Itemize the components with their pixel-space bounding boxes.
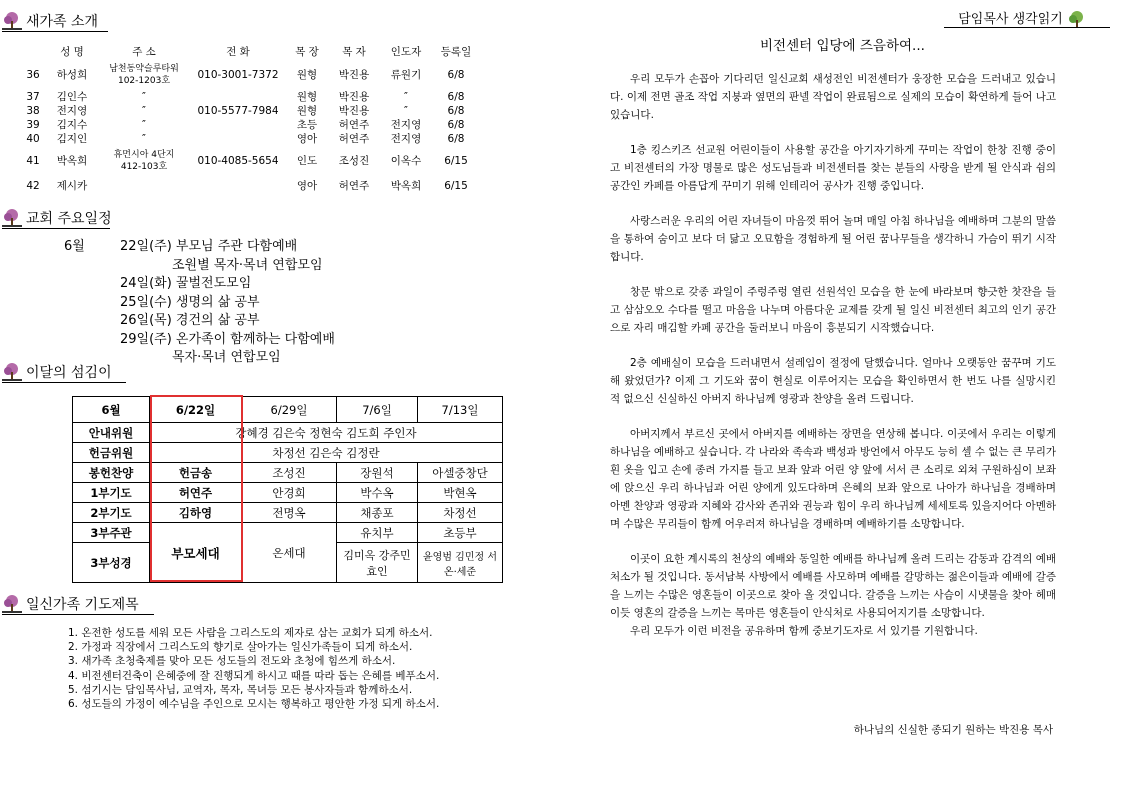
column-header-text: 담임목사 생각읽기: [958, 12, 1063, 27]
paragraph: 이곳이 요한 계시록의 천상의 예배와 동일한 예배를 하나님께 올려 드리는 감동과 감격의 예배 처소가 될 것입니다. 동서남북 사방에서 예배를 사모하며 예배를 갈망하는 젊은이들과 예배에 갈증을 느끼는 수많은 영혼들이 이곳으로 찾아 올 것입니다. 갈증을 느끼는 사슴이 시냇물을 찾아 헤매이듯 영혼의 갈증을 느끼는 목마른 영혼들이 안식처로 사용되어지기를 소망합니다.: [610, 553, 1056, 619]
row-name: 김인수: [56, 91, 88, 103]
cell: 초등부: [418, 523, 503, 543]
col-header: 7/13일: [418, 397, 503, 423]
prayer-item: 4. 비전센터건축이 은혜중에 잘 진행되게 하시고 때를 따라 돕는 은혜를 베푸소서.: [68, 669, 440, 682]
schedule-header: [2, 208, 112, 228]
prayer-item: 3. 새가족 초청축제를 맞아 모든 성도들의 전도와 초청에 힘쓰게 하소서.: [68, 655, 396, 668]
signature: 하나님의 신실한 종되기 원하는 박진용 목사: [853, 724, 1053, 736]
row-addr: ″: [142, 105, 146, 117]
row-label: 3부주관: [73, 523, 150, 543]
row-label: 봉헌찬양: [73, 463, 150, 483]
article-title: 비전센터 입당에 즈음하여...: [760, 38, 925, 54]
row-no: 42: [26, 180, 40, 192]
paragraph: 우리 모두가 손꼽아 기다리던 일신교회 새성전인 비전센터가 웅장한 모습을 드러내고 있습니다. 이제 전면 골조 작업 지붕과 옆면의 판넬 작업이 완료됨으로 실제의 모습이 확연하게 들어 나고 있습니다.: [610, 73, 1056, 121]
row-group: 원형: [296, 91, 318, 103]
row-label: 안내위원: [73, 423, 150, 443]
row-guide: ″: [404, 105, 408, 117]
tree-icon: [2, 208, 22, 228]
col-header: 6/22일: [150, 397, 242, 423]
row-phone: [190, 176, 286, 196]
divider: [2, 614, 154, 615]
row-addr: 휴먼시아 4단지 412-103호: [113, 150, 175, 172]
schedule-item: 22일(주) 부모님 주관 다함예배: [120, 239, 298, 254]
divider: [944, 27, 1110, 28]
cell: 장원석: [337, 463, 418, 483]
schedule-item: 25일(수) 생명의 삶 공부: [120, 294, 260, 310]
cell: 허연주: [150, 483, 242, 503]
col-header: 목 자: [342, 46, 366, 58]
col-header: 6월: [73, 397, 150, 423]
row-leader: 허연주: [338, 133, 370, 145]
col-header: 인도자: [390, 46, 422, 58]
table-row: [20, 146, 480, 176]
col-header: 6/29일: [242, 397, 337, 423]
col-header: 주 소: [132, 46, 156, 58]
row-no: 39: [26, 119, 40, 131]
schedule-item: 26일(목) 경건의 삶 공부: [120, 313, 260, 328]
schedule-list: [64, 238, 335, 368]
newcomers-header: [2, 11, 98, 31]
row-group: 초등: [296, 119, 318, 131]
table-row: [73, 423, 503, 443]
cell: 채종포: [337, 503, 418, 523]
row-name: 김지인: [56, 133, 88, 145]
col-header: 등록일: [440, 46, 472, 58]
cell: 김미옥 강주민 효인: [337, 543, 418, 583]
row-leader: 박진용: [338, 69, 370, 81]
table-row: [20, 90, 480, 104]
row-no: 41: [26, 155, 40, 167]
row-group: 원형: [296, 69, 318, 81]
table-row: [73, 523, 503, 543]
row-no: 38: [26, 105, 40, 117]
cell: 윤영범 김민정 서온·세준: [418, 543, 503, 583]
row-no: 40: [26, 133, 40, 145]
table-row: [20, 176, 480, 196]
row-date: 6/8: [447, 105, 465, 117]
paragraph: 아버지께서 부르신 곳에서 아버지를 예배하는 장면을 연상해 봅니다. 이곳에서 우리는 이렇게 하나님을 예배하고 싶습니다. 각 나라와 족속과 백성과 방언에서 아무도 능히 셀 수 없는 큰 무리가 흰 옷을 입고 손에 종려 가지를 들고 보좌 앞과 어린 양 앞에 서서 큰 소리로 외쳐 구원하심이 보좌에 앉으신 우리 하나님과 어린 양에게 있도다하며 은혜의 보좌 앞으로 나아가 하나님을 경배하며 아멘 찬양과 영광과 지혜와 감사와 존귀와 권능과 힘이 우리 하나님께 세세토록 있을지어다 아멘하며 수많은 무리들이 함께 어우러져 하나님을 경배하며 예배하기를 소망합니다.: [610, 428, 1056, 530]
cell: 조성진: [242, 463, 337, 483]
row-leader: 조성진: [338, 155, 370, 167]
section-title: 교회 주요일정: [26, 211, 112, 227]
merged-cell: 온세대: [242, 523, 337, 583]
service-header: [2, 362, 112, 382]
row-name: 제시카: [56, 180, 88, 192]
paragraph: 우리 모두가 이런 비전을 공유하며 함께 중보기도자로 서 있기를 기원합니다.: [630, 625, 978, 637]
article-body: [610, 70, 1056, 657]
row-group: 영아: [296, 180, 318, 192]
cell: 전명옥: [242, 503, 337, 523]
row-leader: 박진용: [338, 91, 370, 103]
row-addr: [98, 176, 190, 196]
merged-cell: 부모세대: [150, 523, 242, 583]
table-row: [73, 503, 503, 523]
row-guide: 이옥수: [390, 155, 422, 167]
cell: 안경희: [242, 483, 337, 503]
schedule-month: 6월: [64, 239, 85, 254]
row-group: 영아: [296, 133, 318, 145]
row-guide: ″: [404, 91, 408, 103]
col-header: 목 장: [295, 46, 319, 58]
divider: [2, 228, 110, 229]
row-group: 원형: [296, 105, 318, 117]
row-leader: 허연주: [338, 119, 370, 131]
row-date: 6/8: [447, 69, 465, 81]
section-title: 새가족 소개: [26, 14, 99, 30]
paragraph: 1층 킹스키즈 선교원 어린이들이 사용할 공간을 아기자기하게 꾸미는 작업이 한창 진행 중이고 비전센터의 가장 명물로 많은 성도님들과 비전센터를 찾는 분들의 사랑을 받게 될 안식과 쉼의 공간인 카페를 아름답게 꾸미기 위해 인테리어 공사가 진행 중입니다.: [610, 144, 1056, 192]
offering-names: 차정선 김은숙 김정란: [150, 443, 503, 463]
table-row: [73, 483, 503, 503]
row-guide: 류원기: [390, 69, 422, 81]
row-leader: 박진용: [338, 105, 370, 117]
cell: 박수옥: [337, 483, 418, 503]
prayer-item: 2. 가정과 직장에서 그리스도의 향기로 살아가는 일신가족들이 되게 하소서.: [68, 641, 413, 654]
row-phone: [190, 90, 286, 104]
row-name: 하성희: [56, 69, 88, 81]
row-date: 6/8: [447, 133, 465, 145]
table-row: [73, 463, 503, 483]
section-title: 이달의 섬김이: [26, 365, 112, 381]
service-table: [72, 396, 503, 583]
prayer-item: 6. 성도들의 가정이 예수님을 주인으로 모시는 행복하고 평안한 가정 되게 하소서.: [68, 698, 440, 711]
row-addr: ″: [142, 133, 146, 145]
tree-icon: [2, 11, 22, 31]
row-phone: [190, 118, 286, 132]
cell: 유치부: [337, 523, 418, 543]
divider: [2, 382, 126, 383]
row-phone: 010-5577-7984: [197, 105, 279, 117]
row-guide: 박옥희: [390, 180, 422, 192]
row-group: 인도: [296, 155, 318, 167]
row-phone: 010-3001-7372: [197, 69, 279, 81]
row-name: 박옥희: [56, 155, 88, 167]
section-title: 일신가족 기도제목: [26, 597, 139, 613]
row-addr: ″: [142, 119, 146, 131]
col-header: 성 명: [60, 46, 84, 58]
prayer-item: 1. 온전한 성도를 세워 모든 사람을 그리스도의 제자로 삼는 교회가 되게 하소서.: [68, 627, 433, 639]
table-row: [20, 104, 480, 118]
prayer-header: [2, 594, 139, 614]
schedule-item: 29일(주) 온가족이 함께하는 다함예배: [120, 331, 335, 347]
divider: [2, 31, 108, 32]
row-leader: 허연주: [338, 180, 370, 192]
row-no: 36: [26, 69, 40, 81]
table-row: [20, 132, 480, 146]
row-label: 3부성경: [73, 543, 150, 583]
cell: 박현옥: [418, 483, 503, 503]
row-date: 6/15: [444, 180, 468, 192]
row-guide: 전지영: [390, 119, 422, 131]
guide-names: 강혜경 김은숙 정현숙 김도희 주인자: [150, 423, 503, 443]
prayer-item: 5. 섬기시는 담임목사님, 교역자, 목자, 목녀등 모든 봉사자들과 함께하소서.: [68, 683, 413, 696]
tree-icon: [2, 594, 22, 614]
row-label: 1부기도: [73, 483, 150, 503]
table-row: [20, 60, 480, 90]
paragraph: 사랑스러운 우리의 어린 자녀들이 마음껏 뛰어 놀며 매일 아침 하나님을 예배하며 그분의 말씀을 통하여 숨이고 보다 더 닮고 오묘함을 경험하게 될 어린 꿈나무들을 생각하니 가슴이 뛰기 시작합니다.: [610, 215, 1056, 263]
cell: 헌금송: [150, 463, 242, 483]
cell: 김하영: [150, 503, 242, 523]
cell: 차정선: [418, 503, 503, 523]
row-phone: 010-4085-5654: [197, 155, 279, 167]
row-label: 2부기도: [73, 503, 150, 523]
row-guide: 전지영: [390, 133, 422, 145]
row-name: 김지수: [56, 119, 88, 131]
schedule-item: 조원별 목자·목녀 연합모임: [172, 257, 323, 273]
prayer-list: [68, 626, 439, 711]
row-no: 37: [26, 91, 40, 103]
row-date: 6/15: [444, 155, 468, 167]
row-date: 6/8: [447, 91, 465, 103]
row-addr: 남천동약슬루타워 102-1203호: [109, 64, 179, 86]
row-date: 6/8: [447, 119, 465, 131]
col-header: 7/6일: [337, 397, 418, 423]
col-header: 전 화: [226, 46, 250, 58]
table-row: [20, 118, 480, 132]
cell: 아셀중창단: [418, 463, 503, 483]
newcomers-table: [20, 44, 480, 196]
row-addr: ″: [142, 91, 146, 103]
tree-icon: [2, 362, 22, 382]
schedule-item: 24일(화) 꿀벌전도모임: [120, 276, 252, 291]
row-phone: [190, 132, 286, 146]
table-row: [73, 443, 503, 463]
row-label: 헌금위원: [73, 443, 150, 463]
row-name: 전지영: [56, 105, 88, 117]
paragraph: 창문 밖으로 갖종 과일이 주렁주렁 열린 선원석인 모습을 한 눈에 바라보며 향긋한 찻잔을 들고 삼삼오오 수다를 떨고 마음을 나누며 아름다운 교제를 갖게 될 일신 비전센터 최고의 인기 공간으로 자리 매김할 카페 공간을 둘러보니 마음이 흥분되기 시작했습니다.: [610, 286, 1056, 334]
schedule-item: 목자·목녀 연합모임: [172, 350, 281, 365]
paragraph: 2층 예배실이 모습을 드러내면서 설레임이 절정에 달했습니다. 얼마나 오랫동안 꿈꾸며 기도해 왔었던가? 이제 그 기도와 꿈이 현실로 이루어지는 모습을 확인하면서 한 번도 나를 실망시킨 적 없으신 신실하신 아버지 하나님께 영광과 찬양을 올려 드립니다.: [610, 357, 1056, 405]
